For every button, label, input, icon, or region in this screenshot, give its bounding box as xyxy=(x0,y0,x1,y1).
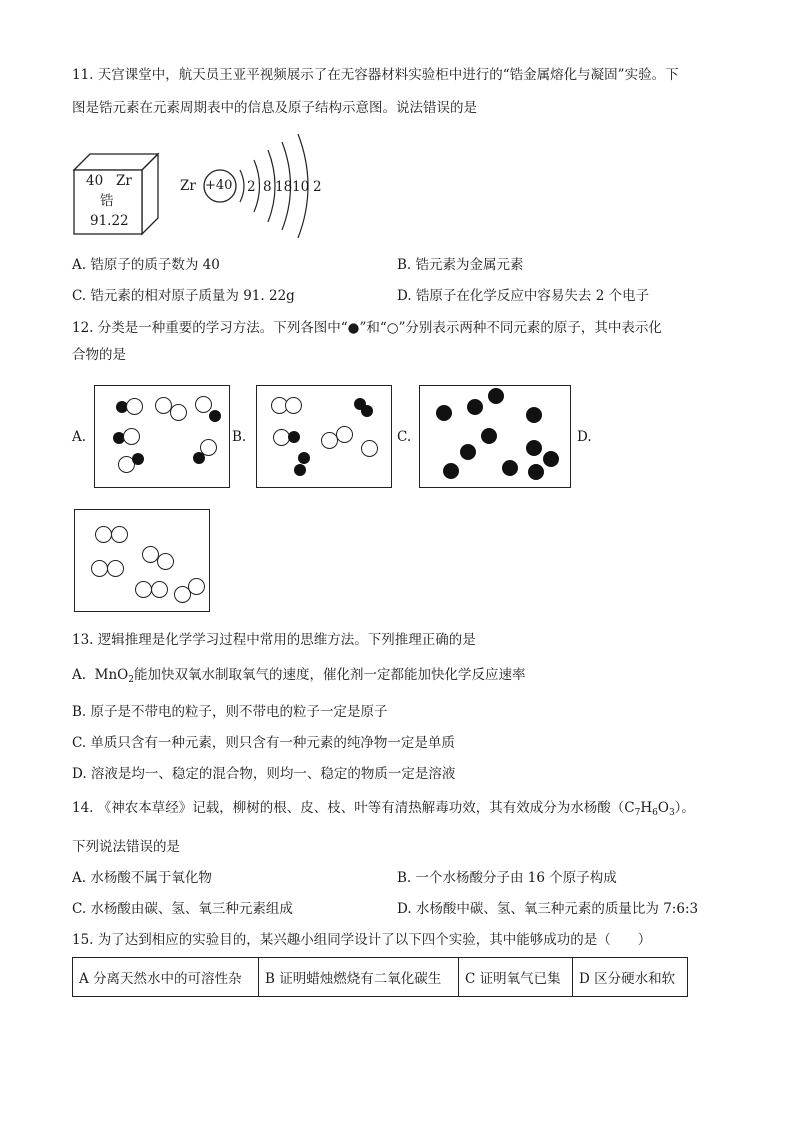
black-atom xyxy=(488,388,504,404)
q11-option-a: A. 锆原子的质子数为 40 xyxy=(72,257,220,273)
shell-1-electrons: 2 xyxy=(247,179,256,195)
q14-stem-line1: 14. 《神农本草经》记载，柳树的根、皮、枝、叶等有清热解毒功效，其有效成分为水杨酸$(C_7H_6O_3)$。 xyxy=(72,800,695,818)
white-atom xyxy=(135,581,152,598)
q15-cell-b: B 证明蜡烛燃烧有二氧化碳生 xyxy=(259,958,459,997)
element-atomic-mass: 91.22 xyxy=(90,213,129,229)
black-atom xyxy=(193,452,205,464)
shell-4-electrons: 10 xyxy=(292,179,310,195)
q11-option-c: C. 锆元素的相对原子质量为 91. 22g xyxy=(72,288,295,304)
q12-label-c: C. xyxy=(397,429,412,445)
q11-option-b: B. 锆元素为金属元素 xyxy=(397,257,524,273)
q15-stem: 15. 为了达到相应的实验目的，某兴趣小组同学设计了以下四个实验，其中能够成功的是（ ） xyxy=(72,932,652,948)
q14-option-c: C. 水杨酸由碳、氢、氧三种元素组成 xyxy=(72,901,293,917)
white-atom xyxy=(111,526,128,543)
white-atom xyxy=(361,440,378,457)
q14-stem-line2: 下列说法错误的是 xyxy=(72,839,180,855)
black-atom xyxy=(209,410,221,422)
white-atom xyxy=(123,428,140,445)
white-atom xyxy=(151,581,168,598)
white-atom xyxy=(95,526,112,543)
white-atom xyxy=(107,560,124,577)
q12-stem-line1: 12. 分类是一种重要的学习方法。下列各图中“●”和“○”分别表示两种不同元素的原子，其中表示化 xyxy=(72,320,662,336)
white-atom xyxy=(157,553,174,570)
q13-option-b: B. 原子是不带电的粒子，则不带电的粒子一定是原子 xyxy=(72,704,388,720)
black-atom xyxy=(298,452,310,464)
element-atomic-number: 40 xyxy=(86,173,104,189)
black-atom xyxy=(436,405,452,421)
q13-stem: 13. 逻辑推理是化学学习过程中常用的思维方法。下列推理正确的是 xyxy=(72,632,476,648)
white-atom xyxy=(188,578,205,595)
shell-2-electrons: 8 xyxy=(263,179,272,195)
q15-cell-c: C 证明氧气已集 xyxy=(459,958,573,997)
white-atom xyxy=(285,397,302,414)
q14-option-d: D. 水杨酸中碳、氢、氧三种元素的质量比为 7:6:3 xyxy=(397,901,699,917)
q12-box-d xyxy=(74,509,210,612)
table-row xyxy=(73,958,688,997)
q12-label-d: D. xyxy=(577,429,592,445)
q11-stem-line2: 图是锆元素在元素周期表中的信息及原子结构示意图。说法错误的是 xyxy=(72,100,477,116)
atom-nucleus-charge: +40 xyxy=(205,178,233,193)
black-atom xyxy=(526,440,542,456)
q15-cell-d: D 区分硬水和软 xyxy=(573,958,688,997)
white-atom xyxy=(91,560,108,577)
q12-label-a: A. xyxy=(72,429,87,445)
q13-option-a: A. MnO$_2$能加快双氧水制取氧气的速度，催化剂一定都能加快化学反应速率 xyxy=(72,667,526,685)
black-atom xyxy=(481,428,497,444)
white-atom xyxy=(170,404,187,421)
q12-stem-line2: 合物的是 xyxy=(72,347,126,363)
q11-stem-line1: 11. 天宫课堂中，航天员王亚平视频展示了在无容器材料实验柜中进行的“锆金属熔化与凝固”实验。下 xyxy=(72,67,679,83)
q12-label-b: B. xyxy=(232,429,247,445)
black-atom xyxy=(502,460,518,476)
shell-3-electrons: 18 xyxy=(275,179,293,195)
black-atom xyxy=(288,431,300,443)
q14-option-a: A. 水杨酸不属于氧化物 xyxy=(72,870,212,886)
q12-box-c xyxy=(419,385,571,488)
atom-symbol: Zr xyxy=(180,178,196,194)
q12-box-b xyxy=(256,385,392,488)
q11-option-d: D. 锆原子在化学反应中容易失去 2 个电子 xyxy=(397,288,650,304)
black-atom xyxy=(361,405,373,417)
black-atom xyxy=(528,464,544,480)
white-atom xyxy=(336,426,353,443)
black-atom xyxy=(443,463,459,479)
q14-option-b: B. 一个水杨酸分子由 16 个原子构成 xyxy=(397,870,617,886)
black-atom xyxy=(294,464,306,476)
black-atom xyxy=(460,444,476,460)
element-name: 锆 xyxy=(100,193,114,209)
element-symbol: Zr xyxy=(116,173,132,189)
q12-box-a xyxy=(94,385,230,488)
black-atom xyxy=(467,399,483,415)
q15-cell-a: A 分离天然水中的可溶性杂 xyxy=(73,958,259,997)
q13-option-d: D. 溶液是均一、稳定的混合物，则均一、稳定的物质一定是溶液 xyxy=(72,766,456,782)
q15-experiment-table xyxy=(72,957,688,997)
shell-5-electrons: 2 xyxy=(313,179,322,195)
black-atom xyxy=(132,453,144,465)
white-atom xyxy=(126,398,143,415)
black-atom xyxy=(526,407,542,423)
black-atom xyxy=(543,451,559,467)
q13-option-c: C. 单质只含有一种元素，则只含有一种元素的纯净物一定是单质 xyxy=(72,735,455,751)
white-atom xyxy=(195,396,212,413)
